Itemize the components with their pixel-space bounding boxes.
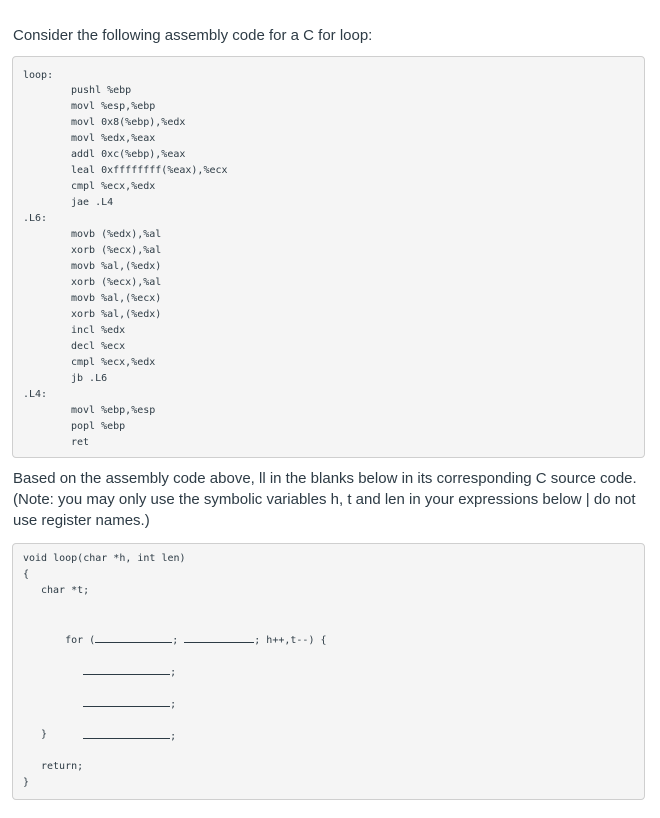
instructions-text: Based on the assembly code above, ll in the blanks below in its corresponding C source code. (Note: you may only use the symbolic variables h, t and len in your expressions below | do not use register names.) [13, 470, 637, 529]
asm-instruction: jae .L4 [71, 197, 114, 208]
asm-instruction: xorb (%ecx),%al [71, 245, 162, 256]
close-brace: } [23, 777, 30, 788]
body-blank-1[interactable] [83, 663, 170, 675]
body-line-3 [59, 711, 177, 742]
for-prefix: for ( [65, 635, 96, 646]
asm-instruction: pushl %ebp [71, 85, 132, 96]
return-statement: return; [41, 761, 84, 772]
asm-instruction: movl %edx,%eax [71, 133, 156, 144]
label-l4: .L4: [23, 389, 48, 400]
for-semicolon: ; [172, 635, 179, 646]
asm-instruction: xorb %al,(%edx) [71, 309, 162, 320]
inner-close-brace: } [41, 729, 48, 740]
for-init-blank[interactable] [95, 631, 172, 643]
open-brace: { [23, 569, 30, 580]
asm-instruction: incl %edx [71, 325, 126, 336]
asm-instruction: movl %esp,%ebp [71, 101, 156, 112]
variable-declaration: char *t; [41, 585, 90, 596]
c-source-code-block [12, 543, 645, 800]
asm-instruction: popl %ebp [71, 421, 126, 432]
for-condition-blank[interactable] [184, 631, 254, 643]
assembly-code-block [12, 56, 645, 458]
asm-instruction: leal 0xffffffff(%eax),%ecx [71, 165, 228, 176]
asm-instruction: addl 0xc(%ebp),%eax [71, 149, 186, 160]
asm-instruction: movb %al,(%ecx) [71, 293, 162, 304]
intro-text: Consider the following assembly code for a C for loop: [13, 27, 373, 44]
label-l6: .L6: [23, 213, 48, 224]
body-blank-2[interactable] [83, 695, 170, 707]
for-statement [41, 615, 327, 646]
asm-instruction: cmpl %ecx,%edx [71, 181, 156, 192]
body-semicolon: ; [170, 731, 177, 742]
asm-instruction: movb %al,(%edx) [71, 261, 162, 272]
body-line-1 [59, 647, 177, 678]
asm-instruction: cmpl %ecx,%edx [71, 357, 156, 368]
asm-instruction: decl %ecx [71, 341, 126, 352]
for-suffix: ; h++,t--) { [254, 635, 327, 646]
asm-instruction: movb (%edx),%al [71, 229, 162, 240]
function-signature: void loop(char *h, int len) [23, 553, 186, 564]
asm-instruction: movl 0x8(%ebp),%edx [71, 117, 186, 128]
body-line-2 [59, 679, 177, 710]
asm-instruction: ret [71, 437, 90, 448]
asm-instruction: movl %ebp,%esp [71, 405, 156, 416]
label-loop: loop: [23, 70, 54, 81]
body-semicolon: ; [170, 699, 177, 710]
asm-instruction: jb .L6 [71, 373, 108, 384]
body-semicolon: ; [170, 667, 177, 678]
asm-instruction: xorb (%ecx),%al [71, 277, 162, 288]
body-blank-3[interactable] [83, 727, 170, 739]
